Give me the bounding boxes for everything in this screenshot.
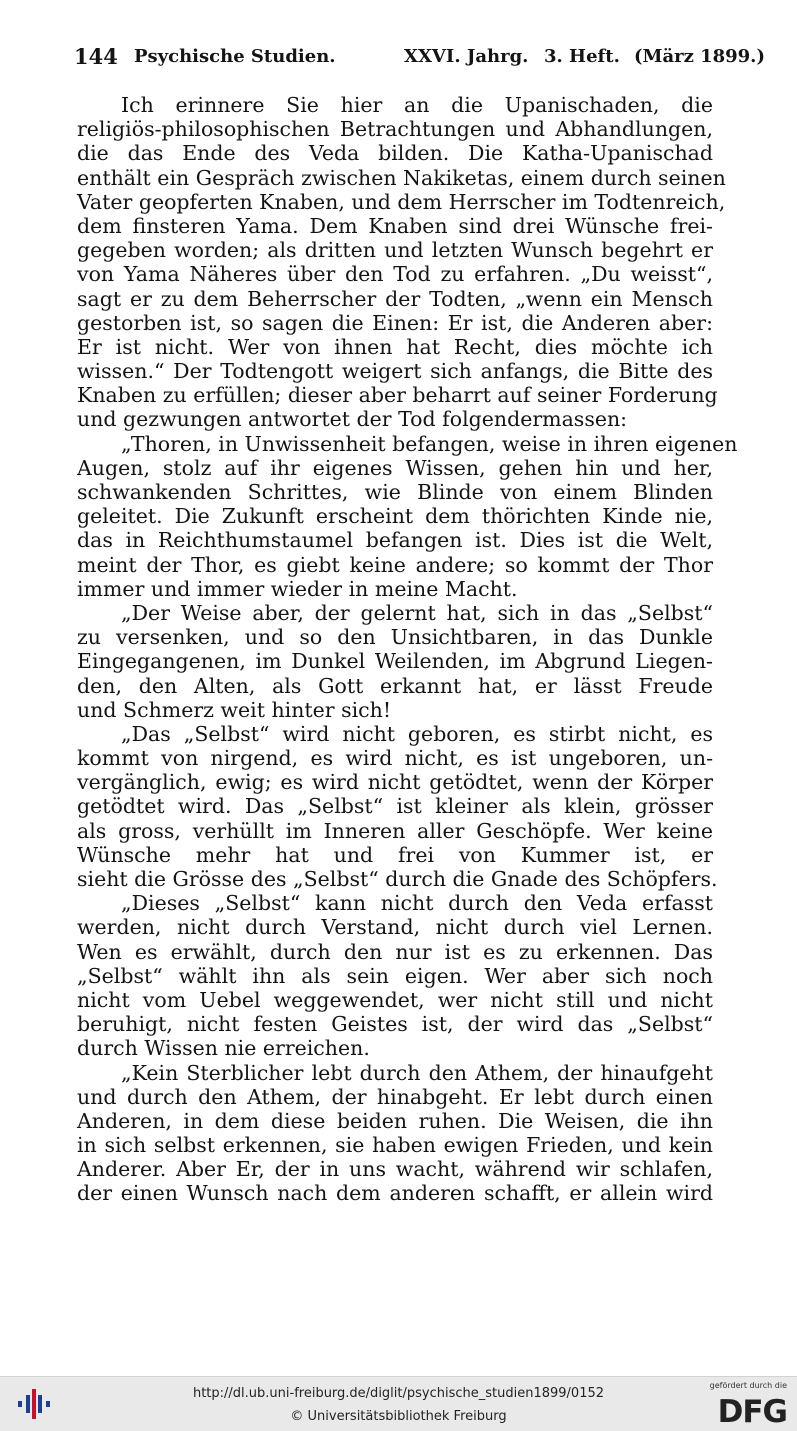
dfg-logo-text: DFG: [717, 1394, 787, 1425]
text-line: Eingegangenen, im Dunkel Weilenden, im Abgrund Liegen-: [77, 649, 713, 674]
text-line: gestorben ist, so sagen die Einen: Er ist, die Anderen aber:: [77, 310, 713, 335]
text-line: meint der Thor, es giebt keine andere; so kommt der Thor: [77, 552, 713, 577]
text-line: Wen es erwählt, durch den nur ist es zu erkennen. Das: [77, 939, 713, 964]
text-line: nicht vom Uebel weggewendet, wer nicht still und nicht: [77, 987, 713, 1012]
text-line: Anderen, in dem diese beiden ruhen. Die Weisen, die ihn: [77, 1108, 713, 1133]
text-line: die das Ende des Veda bilden. Die Katha-Upanischad: [77, 141, 713, 166]
text-line: wissen.“ Der Todtengott weigert sich anfangs, die Bitte des: [77, 359, 713, 384]
text-line: durch Wissen nie erreichen.: [77, 1036, 370, 1061]
permalink-url[interactable]: http://dl.ub.uni-freiburg.de/diglit/psychische_studien1899/0152: [192, 1386, 605, 1401]
text-line: Ich erinnere Sie hier an die Upanischaden, die: [121, 93, 713, 117]
text-line: und gezwungen antwortet der Tod folgendermassen:: [77, 407, 628, 432]
text-line: der einen Wunsch nach dem anderen schafft, er allein wird: [77, 1181, 713, 1206]
text-line: als gross, verhüllt im Inneren aller Geschöpfe. Wer keine: [77, 818, 713, 843]
text-line: kommt von nirgend, es wird nicht, es ist ungeboren, un-: [77, 746, 713, 771]
text-line: beruhigt, nicht festen Geistes ist, der wird das „Selbst“: [77, 1012, 713, 1037]
text-line: enthält ein Gespräch zwischen Nakiketas, einem durch seinen: [77, 165, 726, 190]
text-line: sieht die Grösse des „Selbst“ durch die Gnade des Schöpfers.: [77, 867, 718, 891]
text-line: Wünsche mehr hat und frei von Kummer ist, er: [77, 842, 713, 867]
issue-label: 3. Heft.: [544, 46, 620, 67]
volume-label: XXVI. Jahrg.: [404, 46, 529, 67]
text-line: in sich selbst erkennen, sie haben ewigen Frieden, und kein: [77, 1133, 713, 1158]
issue-date: (März 1899.): [634, 46, 765, 67]
text-line: Augen, stolz auf ihr eigenes Wissen, gehen hin und her,: [77, 455, 713, 480]
text-line: das in Reichthumstaumel befangen ist. Dies ist die Welt,: [77, 528, 713, 553]
text-line: Er ist nicht. Wer von ihnen hat Recht, dies möchte ich: [77, 334, 713, 359]
text-line: und durch den Athem, der hinabgeht. Er lebt durch einen: [77, 1084, 713, 1109]
body-text: [77, 93, 738, 1206]
journal-title: Psychische Studien.: [134, 46, 336, 67]
text-line: gegeben worden; als dritten und letzten Wunsch begehrt er: [77, 238, 713, 263]
running-header: [74, 44, 765, 74]
dfg-caption: gefördert durch die: [709, 1381, 787, 1390]
text-line: Anderer. Aber Er, der in uns wacht, während wir schlafen,: [77, 1157, 713, 1182]
dfg-logo-icon: [703, 1393, 787, 1425]
text-line: werden, nicht durch Verstand, nicht durch viel Lernen.: [77, 915, 713, 940]
text-line: getödtet wird. Das „Selbst“ ist kleiner als klein, grösser: [77, 794, 713, 819]
text-line: von Yama Näheres über den Tod zu erfahren. „Du weisst“,: [77, 262, 713, 287]
text-line: „Der Weise aber, der gelernt hat, sich in das „Selbst“: [121, 600, 713, 625]
viewer-footer: [0, 1376, 797, 1431]
text-line: Vater geopferten Knaben, und dem Herrscher im Todtenreich,: [77, 189, 726, 214]
text-line: dem finsteren Yama. Dem Knaben sind drei Wünsche frei-: [77, 213, 713, 238]
text-line: zu versenken, und so den Unsichtbaren, in das Dunkle: [77, 625, 713, 650]
copyright-notice: © Universitätsbibliothek Freiburg: [290, 1409, 507, 1424]
dfg-funding-block[interactable]: [701, 1381, 787, 1427]
text-line: und Schmerz weit hinter sich!: [77, 697, 392, 722]
text-line: immer und immer wieder in meine Macht.: [77, 576, 518, 601]
text-line: religiös-philosophischen Betrachtungen und Abhandlungen,: [77, 117, 713, 142]
page-number: 144: [74, 44, 118, 69]
text-line: „Thoren, in Unwissenheit befangen, weise in ihren eigenen: [121, 431, 738, 456]
text-line: vergänglich, ewig; es wird nicht getödtet, wenn der Körper: [77, 770, 713, 795]
text-line: Knaben zu erfüllen; dieser aber beharrt auf seiner Forderung: [77, 383, 718, 408]
text-line: den, den Alten, als Gott erkannt hat, er lässt Freude: [77, 673, 713, 698]
text-line: sagt er zu dem Beherrscher der Todten, „wenn ein Mensch: [77, 286, 713, 311]
text-line: geleitet. Die Zukunft erscheint dem thörichten Kinde nie,: [77, 504, 713, 529]
text-line: „Kein Sterblicher lebt durch den Athem, der hinaufgeht: [121, 1060, 713, 1085]
text-line: schwankenden Schrittes, wie Blinde von einem Blinden: [77, 480, 713, 504]
text-line: „Selbst“ wählt ihn als sein eigen. Wer aber sich noch: [77, 963, 713, 988]
text-line: „Das „Selbst“ wird nicht geboren, es stirbt nicht, es: [121, 721, 713, 746]
text-line: „Dieses „Selbst“ kann nicht durch den Veda erfasst: [121, 891, 713, 916]
